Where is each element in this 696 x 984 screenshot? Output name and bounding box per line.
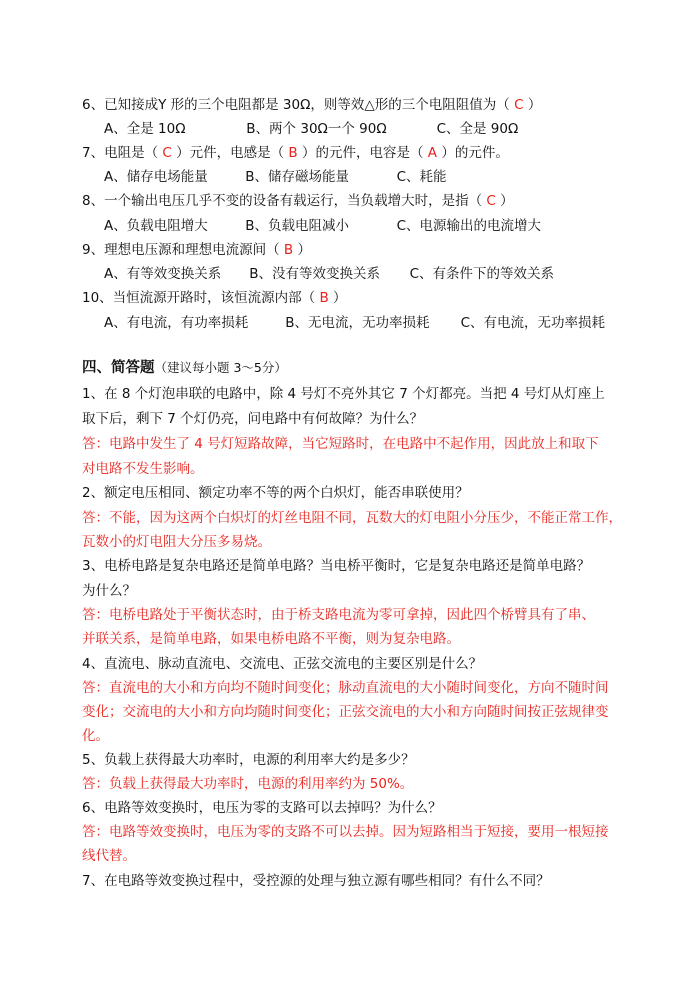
answer-letter: C [514, 97, 524, 113]
option-c: C、有电流，无功率损耗 [460, 315, 606, 331]
question-stem-end: ） [333, 290, 347, 306]
question-stem: ）的元件。 [437, 145, 509, 161]
qa-5-question-line-1: 5、负载上获得最大功率时，电源的利用率大约是多少？ [82, 752, 415, 768]
option-c: C、全是 90Ω [436, 121, 519, 137]
question-6-options [104, 118, 518, 140]
question-10 [82, 287, 347, 309]
question-stem: 9、理想电压源和理想电流源间（ [82, 242, 280, 258]
qa-4-answer-line-3: 化。 [82, 728, 109, 744]
option-c: C、有条件下的等效关系 [409, 266, 555, 282]
answer-letter: C [162, 145, 172, 161]
option-b: B、两个 30Ω一个 90Ω [246, 121, 387, 137]
question-stem-end: ） [297, 242, 311, 258]
qa-7-question-line-1: 7、在电路等效变换过程中，受控源的处理与独立源有哪些相同？有什么不同？ [82, 873, 550, 889]
question-stem: 8、一个输出电压几乎不变的设备有载运行，当负载增大时，是指（ [82, 193, 483, 209]
answer-letter: B [288, 145, 298, 161]
qa-6-answer-line-2: 线代替。 [82, 848, 136, 864]
question-stem-end: ） [500, 193, 514, 209]
qa-4-answer-line-2: 变化；交流电的大小和方向均随时间变化；正弦交流电的大小和方向随时间按正弦规律变 [82, 704, 609, 720]
question-stem: ）元件，电感是（ [171, 145, 289, 161]
option-a: A、储存电场能量 [104, 169, 208, 185]
question-7 [82, 142, 509, 164]
question-stem: ）的元件，电容是（ [297, 145, 428, 161]
option-b: B、储存磁场能量 [245, 169, 350, 185]
answer-letter: A [427, 145, 438, 161]
qa-1-question-line-1: 1、在 8 个灯泡串联的电路中，除 4 号灯不亮外其它 7 个灯都亮。当把 4 号灯从灯座上 [82, 386, 605, 402]
qa-1-question-line-2: 取下后，剩下 7 个灯仍亮，问电路中有何故障？为什么？ [82, 411, 424, 427]
option-b: B、无电流，无功率损耗 [285, 315, 430, 331]
option-a: A、有电流，有功率损耗 [104, 315, 249, 331]
option-b: B、没有等效变换关系 [249, 266, 381, 282]
qa-2-answer-line-1: 答：不能，因为这两个白炽灯的灯丝电阻不同，瓦数大的灯电阻小分压少，不能正常工作， [82, 510, 622, 526]
question-6 [82, 94, 541, 116]
qa-3-question-line-2: 为什么？ [82, 583, 136, 599]
section-title: 四、简答题 [82, 360, 155, 376]
question-stem: 7、电阻是（ [82, 145, 163, 161]
question-stem: 6、已知接成Y 形的三个电阻都是 30Ω，则等效△形的三个电阻阻值为（ [82, 97, 510, 113]
qa-4-question-line-1: 4、直流电、脉动直流电、交流电、正弦交流电的主要区别是什么？ [82, 656, 483, 672]
answer-letter: C [486, 193, 496, 209]
option-c: C、电源输出的电流增大 [396, 218, 542, 234]
option-a: A、负载电阻增大 [104, 218, 208, 234]
option-a: A、全是 10Ω [104, 121, 186, 137]
qa-2-answer-line-2: 瓦数小的灯电阻大分压多易烧。 [82, 534, 271, 550]
section-heading [82, 357, 287, 379]
qa-4-answer-line-1: 答：直流电的大小和方向均不随时间变化；脉动直流电的大小随时间变化，方向不随时间 [82, 680, 609, 696]
answer-letter: B [283, 242, 294, 258]
question-7-options [104, 166, 447, 188]
section-note: （建议每小题 3～5分） [154, 360, 287, 375]
answer-letter: B [319, 290, 329, 306]
question-stem: 10、当恒流源开路时，该恒流源内部（ [82, 290, 316, 306]
question-8 [82, 190, 514, 212]
qa-3-answer-line-2: 并联关系，是简单电路，如果电桥电路不平衡，则为复杂电路。 [82, 631, 460, 647]
option-a: A、有等效变换关系 [104, 266, 222, 282]
qa-1-answer-line-2: 对电路不发生影响。 [82, 461, 204, 477]
qa-3-question-line-1: 3、电桥电路是复杂电路还是简单电路？当电桥平衡时，它是复杂电路还是简单电路？ [82, 558, 591, 574]
qa-5-answer-line-1: 答：负载上获得最大功率时，电源的利用率约为 50%。 [82, 776, 414, 792]
qa-6-answer-line-1: 答：电路等效变换时，电压为零的支路不可以去掉。因为短路相当于短接，要用一根短接 [82, 824, 609, 840]
option-b: B、负载电阻减小 [245, 218, 350, 234]
qa-1-answer-line-1: 答：电路中发生了 4 号灯短路故障，当它短路时，在电路中不起作用，因此放上和取下 [82, 436, 599, 452]
qa-6-question-line-1: 6、电路等效变换时，电压为零的支路可以去掉吗？为什么？ [82, 800, 442, 816]
question-8-options [104, 215, 541, 237]
option-c: C、耗能 [396, 169, 447, 185]
question-9-options [104, 263, 554, 285]
question-stem-end: ） [527, 97, 542, 113]
question-9 [82, 239, 311, 261]
qa-2-question-line-1: 2、额定电压相同、额定功率不等的两个白炽灯，能否串联使用？ [82, 485, 469, 501]
qa-3-answer-line-1: 答：电桥电路处于平衡状态时，由于桥支路电流为零可拿掉，因此四个桥臂具有了串、 [82, 607, 595, 623]
question-10-options [104, 312, 605, 334]
